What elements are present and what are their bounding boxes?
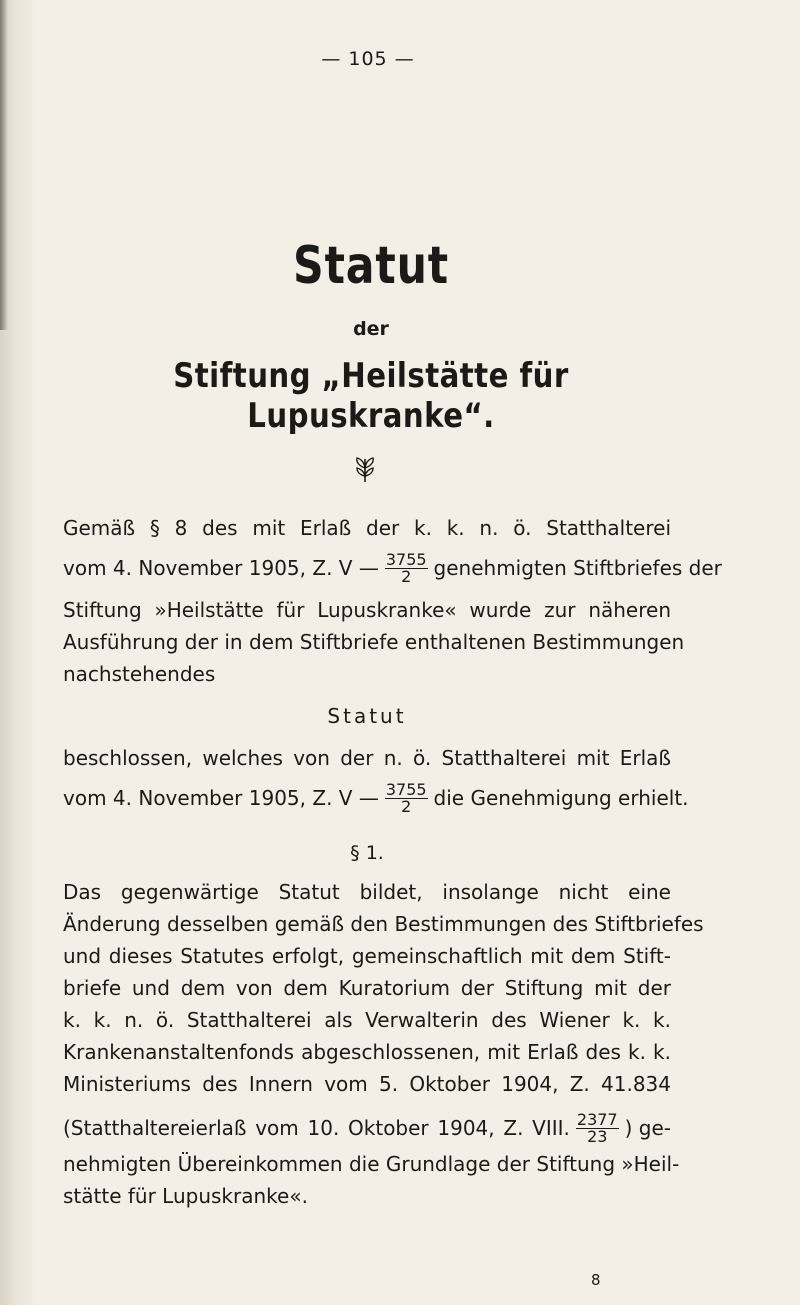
- fraction-denominator: 2: [401, 796, 412, 816]
- decision-line-2-start: vom 4. November 1905, Z. V —: [63, 786, 379, 810]
- title-connector: der: [353, 318, 389, 340]
- leaf-ornament-icon: [352, 456, 378, 484]
- decision-line-1: beschlossen, welches von der n. ö. Statthalterei mit Erlaß: [63, 746, 671, 770]
- section1-line-3: und dieses Statutes erfolgt, gemeinschaftlich mit dem Stift-: [63, 944, 671, 968]
- section1-line-9: nehmigten Übereinkommen die Grundlage der Stiftung »Heil-: [63, 1152, 680, 1176]
- intro-line-5: nachstehendes: [63, 662, 216, 686]
- intro-line-2-start: vom 4. November 1905, Z. V —: [63, 556, 379, 580]
- registration-fraction: [385, 779, 428, 816]
- section1-line-8-start: (Statthaltereierlaß vom 10. Oktober 1904, Z. VIII.: [63, 1116, 570, 1140]
- section1-line-5: k. k. n. ö. Statthalterei als Verwalterin des Wiener k. k.: [63, 1008, 671, 1032]
- section1-line-6: Krankenanstaltenfonds abgeschlossenen, mit Erlaß des k. k.: [63, 1040, 671, 1064]
- document-title: Statut: [293, 236, 449, 296]
- intro-line-4: Ausführung der in dem Stiftbriefe enthaltenen Bestimmungen: [63, 630, 685, 654]
- fraction-denominator: 2: [401, 566, 412, 586]
- section1-line-10: stätte für Lupuskranke«.: [63, 1184, 308, 1208]
- intro-line-1: Gemäß § 8 des mit Erlaß der k. k. n. ö. Statthalterei: [63, 516, 671, 540]
- intro-line-2-end: genehmigten Stiftbriefes der: [433, 556, 722, 580]
- page-number: — 105 —: [321, 48, 415, 70]
- section1-line-8-end: ) ge-: [624, 1116, 671, 1140]
- section-mark: § 1.: [350, 842, 384, 864]
- section1-line-4: briefe und dem von dem Kuratorium der Stiftung mit der: [63, 976, 671, 1000]
- signature-mark: 8: [591, 1271, 601, 1289]
- section1-line-8: [63, 1108, 671, 1148]
- decision-line-2-end: die Genehmigung erhielt.: [433, 786, 689, 810]
- registration-fraction: [576, 1109, 619, 1146]
- decision-line-2: [63, 778, 689, 818]
- section1-line-1: Das gegenwärtige Statut bildet, insolange nicht eine: [63, 880, 671, 904]
- statut-heading: Statut: [327, 704, 407, 728]
- fraction-numerator: 3755: [385, 549, 427, 569]
- intro-line-2: [63, 548, 722, 588]
- section1-line-2: Änderung desselben gemäß den Bestimmungen des Stiftbriefes: [63, 912, 704, 936]
- registration-fraction: [385, 549, 428, 586]
- fraction-denominator: 23: [587, 1126, 608, 1146]
- fraction-numerator: 3755: [385, 779, 427, 799]
- section1-line-7: Ministeriums des Innern vom 5. Oktober 1904, Z. 41.834: [63, 1072, 671, 1096]
- intro-line-3: Stiftung »Heilstätte für Lupuskranke« wurde zur näheren: [63, 598, 671, 622]
- foundation-name: Stiftung „Heilstätte für Lupuskranke“.: [173, 356, 569, 436]
- fraction-numerator: 2377: [576, 1109, 618, 1129]
